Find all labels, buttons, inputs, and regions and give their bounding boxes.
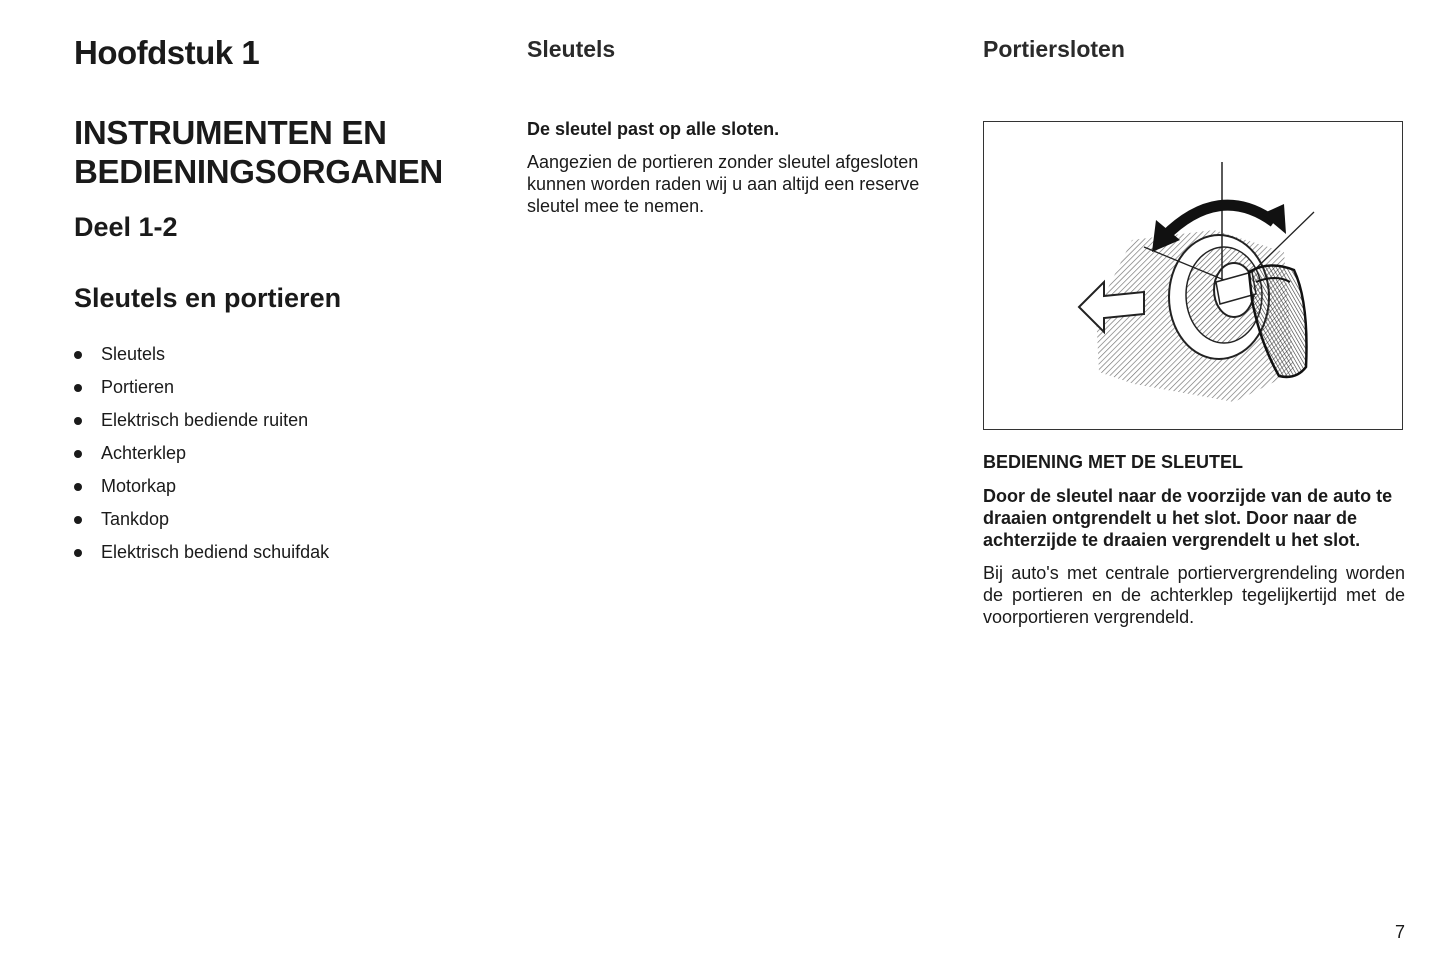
part-title: Deel 1-2 [74,212,178,242]
bullet-icon [74,516,82,524]
list-item-label: Sleutels [101,344,166,364]
bullet-icon [74,450,82,458]
list-item-label: Portieren [101,377,175,397]
operation-heading: BEDIENING MET DE SLEUTEL [983,452,1244,472]
chapter-title: Hoofdstuk 1 [74,34,260,71]
list-item [74,538,329,571]
subsection-title: Sleutels en portieren [74,283,342,313]
bullet-icon [74,351,82,359]
page-number: 7 [1395,922,1406,942]
operation-instructions: Door de sleutel naar de voorzijde van de auto te draaien ontgrendelt u het slot. Door naar de achterzijde te draaien vergrendelt u het slot. [983,486,1393,550]
list-item-label: Motorkap [101,476,177,496]
list-item [74,439,329,472]
bullet-icon [74,384,82,392]
bullet-icon [74,483,82,491]
section-title: INSTRUMENTEN EN BEDIENINGSORGANEN [74,114,443,190]
topic-list [74,340,329,571]
list-item-label: Achterklep [101,443,187,463]
keys-heading: Sleutels [527,36,616,62]
list-item [74,373,329,406]
door-locks-heading: Portiersloten [983,36,1125,62]
list-item [74,406,329,439]
door-lock-key-illustration-icon [984,122,1404,431]
list-item [74,505,329,538]
list-item-label: Tankdop [101,509,170,529]
door-lock-figure [983,121,1403,430]
list-item-label: Elektrisch bediende ruiten [101,410,309,430]
central-locking-note: Bij auto's met centrale portiervergrendeling worden de portieren en de achterklep tegelijkertijd met de voorportieren vergrendeld. [983,563,1405,627]
keys-body: Aangezien de portieren zonder sleutel afgesloten kunnen worden raden wij u aan altijd een reserve sleutel mee te nemen. [527,152,920,216]
bullet-icon [74,417,82,425]
keys-lead: De sleutel past op alle sloten. [527,119,780,139]
bullet-icon [74,549,82,557]
list-item [74,340,329,373]
list-item-label: Elektrisch bediend schuifdak [101,542,330,562]
list-item [74,472,329,505]
